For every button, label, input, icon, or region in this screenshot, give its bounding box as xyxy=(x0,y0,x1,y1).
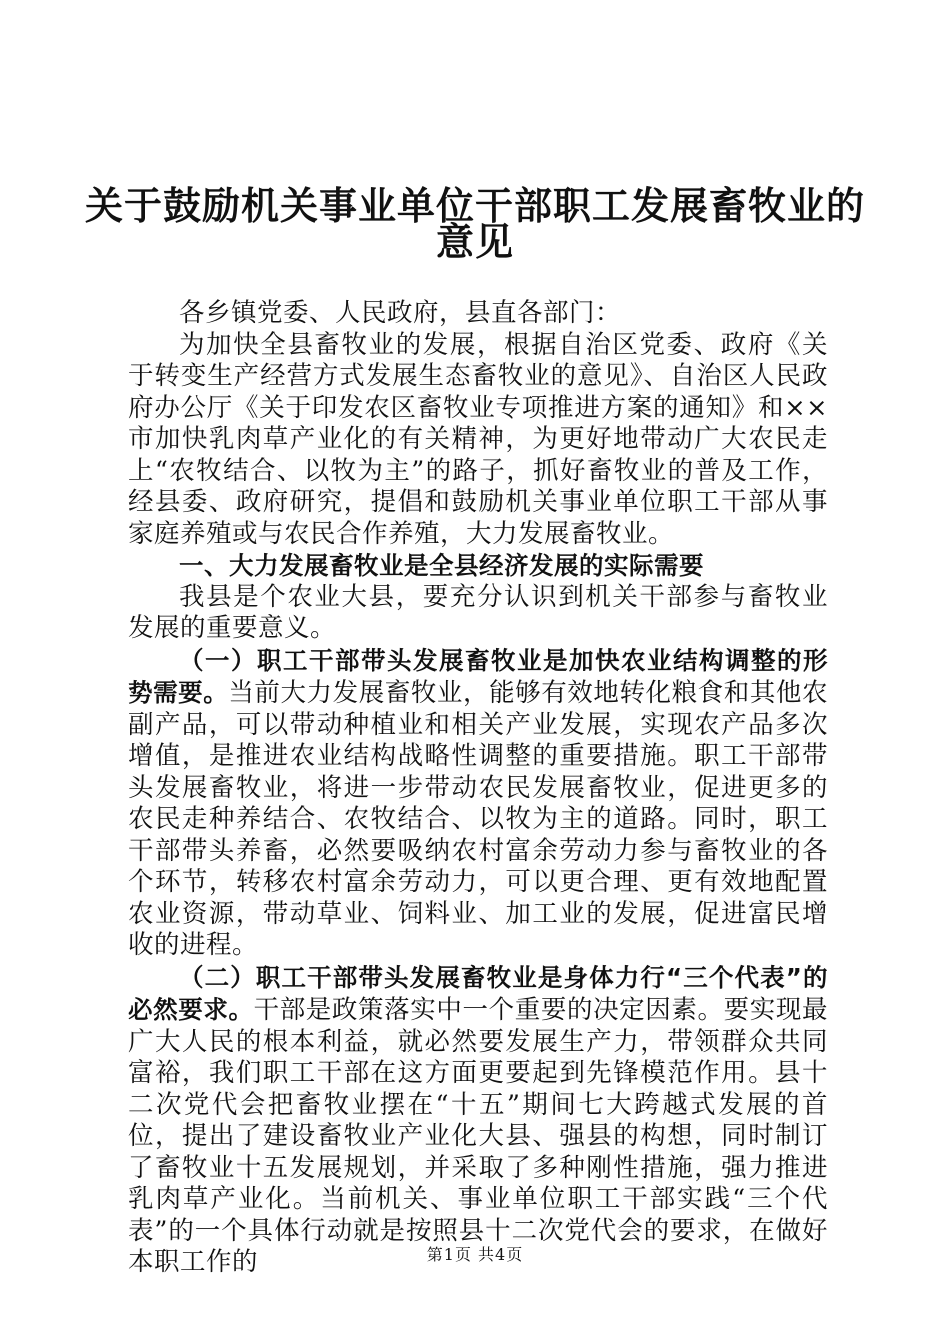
intro-paragraph: 为加快全县畜牧业的发展，根据自治区党委、政府《关于转变生产经营方式发展生态畜牧业的意见》、自治区人民政府办公厅《关于印发农区畜牧业专项推进方案的通知》和××市加快乳肉草产业化的有关精神，为更好地带动广大农民走上“农牧结合、以牧为主”的路子，抓好畜牧业的普及工作，经县委、政府研究，提倡和鼓励机关事业单位职工干部从事家庭养殖或与农民合作养殖，大力发展畜牧业。 xyxy=(128,329,828,549)
section1-heading: 一、大力发展畜牧业是全县经济发展的实际需要 xyxy=(179,551,704,580)
section1-intro: 我县是个农业大县，要充分认识到机关干部参与畜牧业发展的重要意义。 xyxy=(128,581,828,643)
page-footer: 第1页 共4页 xyxy=(426,1245,524,1264)
point1-text: 当前大力发展畜牧业，能够有效地转化粮食和其他农副产品，可以带动种植业和相关产业发展，实现农产品多次增值，是推进农业结构战略性调整的重要措施。职工干部带头发展畜牧业，将进一步带动农民发展畜牧业，促进更多的农民走种养结合、农牧结合、以牧为主的道路。同时，职工干部带头养畜，必然要吸纳农村富余劳动力参与畜牧业的各个环节，转移农村富余劳动力，可以更合理、更有效地配置农业资源，带动草业、饲料业、加工业的发展，促进富民增收的进程。 xyxy=(128,678,828,960)
document-body xyxy=(128,298,828,1279)
document-title-line2: 意见 xyxy=(435,220,514,264)
point2-paragraph xyxy=(128,962,828,1279)
point1-paragraph xyxy=(128,645,828,962)
point2-text: 干部是政策落实中一个重要的决定因素。要实现最广大人民的根本利益，就必然要发展生产力，带领群众共同富裕，我们职工干部在这方面更要起到先锋模范作用。县十二次党代会把畜牧业摆在“十五”期间七大跨越式发展的首位，提出了建设畜牧业产业化大县、强县的构想，同时制订了畜牧业十五发展规划，并采取了多种刚性措施，强力推进乳肉草产业化。当前机关、事业单位职工干部实践“三个代表”的一个具体行动就是按照县十二次党代会的要求，在做好本职工作的 xyxy=(128,995,828,1277)
point1-lead: （一）职工干部带头发展畜牧业是加快农业结构调整的形势需要。 xyxy=(128,645,828,707)
document-title-line1: 关于鼓励机关事业单位干部职工发展畜牧业的 xyxy=(84,184,865,228)
salutation: 各乡镇党委、人民政府，县直各部门： xyxy=(179,298,622,328)
point2-lead: （二）职工干部带头发展畜牧业是身体力行“三个代表”的必然要求。 xyxy=(128,962,828,1024)
